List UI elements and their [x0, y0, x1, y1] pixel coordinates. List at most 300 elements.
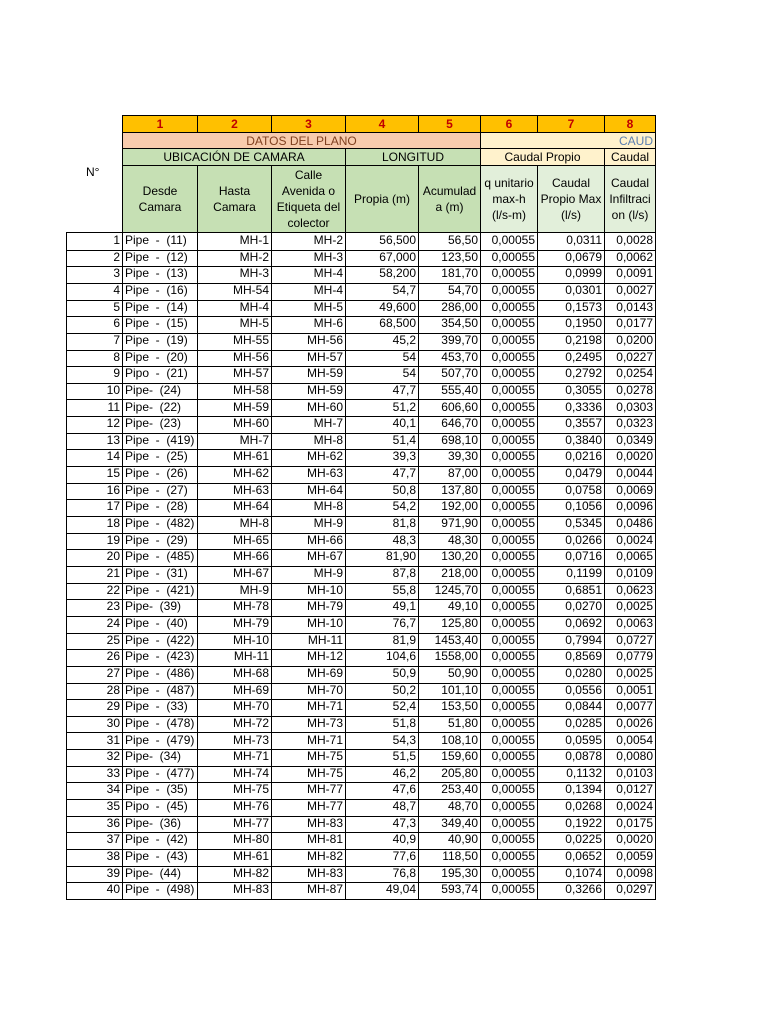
q-unitario-cell: 0,00055 — [480, 366, 538, 384]
propia-cell: 76,8 — [345, 866, 419, 884]
q-unitario-cell: 0,00055 — [480, 549, 538, 567]
table-row — [66, 483, 656, 500]
q-unitario-cell: 0,00055 — [480, 599, 538, 617]
propia-cell: 77,6 — [345, 849, 419, 867]
acumulada-cell: 555,40 — [418, 383, 481, 401]
propia-cell: 46,2 — [345, 766, 419, 784]
q-unitario-cell: 0,00055 — [480, 583, 538, 601]
desde-cell: MH-10 — [197, 633, 272, 651]
row-number-cell: 39 — [66, 866, 123, 884]
acumulada-cell: 349,40 — [418, 816, 481, 834]
caudal-infiltracion-cell: 0,0069 — [604, 483, 656, 501]
row-number-cell: 7 — [66, 333, 123, 351]
hasta-cell: MH-81 — [271, 832, 346, 850]
table-row — [66, 599, 656, 616]
pipe-cell: Pipe - (419) — [122, 433, 198, 451]
q-unitario-cell: 0,00055 — [480, 733, 538, 751]
row-number-cell: 10 — [66, 383, 123, 401]
hasta-cell: MH-77 — [271, 799, 346, 817]
propia-cell: 47,3 — [345, 816, 419, 834]
propia-cell: 49,1 — [345, 599, 419, 617]
propia-cell: 51,4 — [345, 433, 419, 451]
hasta-cell: MH-75 — [271, 766, 346, 784]
table-row — [66, 799, 656, 816]
pipe-cell: Pipo - (45) — [122, 799, 198, 817]
table-row — [66, 433, 656, 450]
q-unitario-cell: 0,00055 — [480, 499, 538, 517]
row-number-cell: 8 — [66, 350, 123, 368]
acumulada-cell: 205,80 — [418, 766, 481, 784]
propia-cell: 40,9 — [345, 832, 419, 850]
acumulada-cell: 101,10 — [418, 683, 481, 701]
caudal-propio-cell: 0,0878 — [537, 749, 605, 767]
propia-cell: 55,8 — [345, 583, 419, 601]
table-row — [66, 533, 656, 550]
q-unitario-cell: 0,00055 — [480, 233, 538, 251]
pipe-cell: Pipe - (486) — [122, 666, 198, 684]
row-number-cell: 34 — [66, 782, 123, 800]
q-unitario-cell: 0,00055 — [480, 466, 538, 484]
acumulada-cell: 971,90 — [418, 516, 481, 534]
desde-cell: MH-5 — [197, 316, 272, 334]
hasta-cell: MH-75 — [271, 749, 346, 767]
caudal-propio-cell: 0,2495 — [537, 350, 605, 368]
propia-cell: 56,500 — [345, 233, 419, 251]
propia-header: Propia (m) — [345, 165, 419, 233]
caudal-propio-cell: 0,0999 — [537, 266, 605, 284]
hasta-camara-header: Hasta Camara — [197, 165, 272, 233]
pipe-cell: Pipe - (487) — [122, 683, 198, 701]
caudal-infiltracion-cell: 0,0026 — [604, 716, 656, 734]
hasta-cell: MH-60 — [271, 400, 346, 418]
acumulada-cell: 698,10 — [418, 433, 481, 451]
propia-cell: 54 — [345, 366, 419, 384]
hasta-cell: MH-12 — [271, 649, 346, 667]
caudal-propio-cell: 0,0758 — [537, 483, 605, 501]
pipe-cell: Pipe - (477) — [122, 766, 198, 784]
q-unitario-cell: 0,00055 — [480, 533, 538, 551]
propia-cell: 50,9 — [345, 666, 419, 684]
table-row — [66, 816, 656, 833]
pipe-cell: Pipe - (29) — [122, 533, 198, 551]
table-row — [66, 366, 656, 383]
hasta-cell: MH-67 — [271, 549, 346, 567]
hasta-cell: MH-82 — [271, 849, 346, 867]
hasta-cell: MH-8 — [271, 433, 346, 451]
caudal-infiltracion-cell: 0,0177 — [604, 316, 656, 334]
pipe-cell: Pipe - (12) — [122, 250, 198, 268]
q-unitario-cell: 0,00055 — [480, 416, 538, 434]
row-number-cell: 31 — [66, 733, 123, 751]
pipe-cell: Pipe- (23) — [122, 416, 198, 434]
desde-cell: MH-54 — [197, 283, 272, 301]
caudal-infiltracion-cell: 0,0727 — [604, 633, 656, 651]
caudal-propio-cell: 0,1074 — [537, 866, 605, 884]
q-unitario-cell: 0,00055 — [480, 316, 538, 334]
q-unitario-cell: 0,00055 — [480, 483, 538, 501]
pipe-cell: Pipe - (19) — [122, 333, 198, 351]
desde-cell: MH-70 — [197, 699, 272, 717]
hasta-cell: MH-70 — [271, 683, 346, 701]
table-row — [66, 583, 656, 600]
hasta-cell: MH-2 — [271, 233, 346, 251]
hasta-cell: MH-83 — [271, 866, 346, 884]
desde-cell: MH-79 — [197, 616, 272, 634]
caudal-infiltracion-cell: 0,0091 — [604, 266, 656, 284]
table-row — [66, 350, 656, 367]
caudal-infiltracion-cell: 0,0098 — [604, 866, 656, 884]
caudal-propio-cell: 0,0285 — [537, 716, 605, 734]
table-row — [66, 400, 656, 417]
pipe-cell: Pipe - (42) — [122, 832, 198, 850]
propia-cell: 81,8 — [345, 516, 419, 534]
q-unitario-cell: 0,00055 — [480, 799, 538, 817]
row-number-cell: 4 — [66, 283, 123, 301]
acumulada-cell: 54,70 — [418, 283, 481, 301]
hasta-cell: MH-11 — [271, 633, 346, 651]
propia-cell: 45,2 — [345, 333, 419, 351]
acumulada-cell: 399,70 — [418, 333, 481, 351]
propia-cell: 54,2 — [345, 499, 419, 517]
acumulada-cell: 130,20 — [418, 549, 481, 567]
caudal-infiltracion-cell: 0,0175 — [604, 816, 656, 834]
desde-cell: MH-64 — [197, 499, 272, 517]
hasta-cell: MH-6 — [271, 316, 346, 334]
desde-cell: MH-61 — [197, 849, 272, 867]
col-number-2: 2 — [197, 115, 272, 133]
row-number-cell: 6 — [66, 316, 123, 334]
hasta-cell: MH-4 — [271, 283, 346, 301]
q-unitario-cell: 0,00055 — [480, 866, 538, 884]
table-row — [66, 233, 656, 250]
hasta-cell: MH-9 — [271, 516, 346, 534]
table-row — [66, 683, 656, 700]
row-number-cell: 2 — [66, 250, 123, 268]
caudal-infiltracion-cell: 0,0200 — [604, 333, 656, 351]
caudal-infiltracion-cell: 0,0059 — [604, 849, 656, 867]
hasta-cell: MH-57 — [271, 350, 346, 368]
caudal-infiltracion-cell: 0,0027 — [604, 283, 656, 301]
q-unitario-cell: 0,00055 — [480, 782, 538, 800]
hasta-cell: MH-66 — [271, 533, 346, 551]
table-row — [66, 466, 656, 483]
desde-cell: MH-71 — [197, 749, 272, 767]
desde-cell: MH-72 — [197, 716, 272, 734]
caudal-propio-cell: 0,2198 — [537, 333, 605, 351]
hasta-cell: MH-71 — [271, 733, 346, 751]
caudal-infiltracion-cell: 0,0065 — [604, 549, 656, 567]
caudal-propio-header: Caudal Propio — [480, 148, 605, 166]
pipe-cell: Pipe - (20) — [122, 350, 198, 368]
table-row — [66, 832, 656, 849]
pipe-cell: Pipe - (31) — [122, 566, 198, 584]
col-number-5: 5 — [418, 115, 481, 133]
row-number-cell: 16 — [66, 483, 123, 501]
propia-cell: 58,200 — [345, 266, 419, 284]
caudal-infiltracion-cell: 0,0278 — [604, 383, 656, 401]
caudal-propio-cell: 0,0556 — [537, 683, 605, 701]
caudal-propio-cell: 0,0692 — [537, 616, 605, 634]
acumulada-cell: 56,50 — [418, 233, 481, 251]
hasta-cell: MH-83 — [271, 816, 346, 834]
caudal-propio-cell: 0,0225 — [537, 832, 605, 850]
pipe-cell: Pipe- (24) — [122, 383, 198, 401]
q-unitario-cell: 0,00055 — [480, 766, 538, 784]
caudal-propio-cell: 0,1132 — [537, 766, 605, 784]
row-number-cell: 14 — [66, 449, 123, 467]
propia-cell: 47,7 — [345, 383, 419, 401]
caudal-infiltracion-cell: 0,0044 — [604, 466, 656, 484]
table-row — [66, 649, 656, 666]
caudal-infiltracion-cell: 0,0024 — [604, 533, 656, 551]
table-row — [66, 300, 656, 317]
q-unitario-cell: 0,00055 — [480, 666, 538, 684]
q-unitario-cell: 0,00055 — [480, 266, 538, 284]
desde-cell: MH-1 — [197, 233, 272, 251]
table-row — [66, 516, 656, 533]
table-row — [66, 449, 656, 466]
caudal-propio-cell: 0,3266 — [537, 882, 605, 900]
acumulada-cell: 51,80 — [418, 716, 481, 734]
acumulada-cell: 286,00 — [418, 300, 481, 318]
acumulada-cell: 137,80 — [418, 483, 481, 501]
propia-cell: 49,600 — [345, 300, 419, 318]
desde-cell: MH-56 — [197, 350, 272, 368]
table-row — [66, 383, 656, 400]
hasta-cell: MH-56 — [271, 333, 346, 351]
pipe-cell: Pipe - (421) — [122, 583, 198, 601]
caudal-infiltracion-cell: 0,0054 — [604, 733, 656, 751]
caudal-infiltracion-cell: 0,0028 — [604, 233, 656, 251]
row-number-cell: 13 — [66, 433, 123, 451]
acumulada-cell: 593,74 — [418, 882, 481, 900]
desde-cell: MH-77 — [197, 816, 272, 834]
propia-cell: 48,3 — [345, 533, 419, 551]
acumulada-cell: 192,00 — [418, 499, 481, 517]
hasta-cell: MH-77 — [271, 782, 346, 800]
table-row — [66, 316, 656, 333]
table-row — [66, 633, 656, 650]
propia-cell: 51,8 — [345, 716, 419, 734]
pipe-cell: Pipe - (27) — [122, 483, 198, 501]
table-row — [66, 766, 656, 783]
pipe-cell: Pipe - (13) — [122, 266, 198, 284]
propia-cell: 39,3 — [345, 449, 419, 467]
desde-cell: MH-68 — [197, 666, 272, 684]
caudal-infiltracion-cell: 0,0486 — [604, 516, 656, 534]
caudal-infiltracion-cell: 0,0051 — [604, 683, 656, 701]
pipe-cell: Pipe - (479) — [122, 733, 198, 751]
hasta-cell: MH-9 — [271, 566, 346, 584]
q-unitario-cell: 0,00055 — [480, 633, 538, 651]
caudal-infiltracion-cell: 0,0020 — [604, 449, 656, 467]
hasta-cell: MH-7 — [271, 416, 346, 434]
acumulada-cell: 40,90 — [418, 832, 481, 850]
propia-cell: 49,04 — [345, 882, 419, 900]
desde-cell: MH-55 — [197, 333, 272, 351]
q-unitario-cell: 0,00055 — [480, 749, 538, 767]
q-unitario-cell: 0,00055 — [480, 250, 538, 268]
table-row — [66, 616, 656, 633]
desde-cell: MH-73 — [197, 733, 272, 751]
col-number-4: 4 — [345, 115, 419, 133]
caudal-propio-cell: 0,0716 — [537, 549, 605, 567]
row-number-cell: 17 — [66, 499, 123, 517]
acumulada-cell: 50,90 — [418, 666, 481, 684]
row-number-cell: 38 — [66, 849, 123, 867]
longitud-header: LONGITUD — [345, 148, 481, 166]
desde-cell: MH-62 — [197, 466, 272, 484]
caudal-propio-cell: 0,0479 — [537, 466, 605, 484]
caudal-infiltracion-cell: 0,0143 — [604, 300, 656, 318]
caudal-propio-cell: 0,3055 — [537, 383, 605, 401]
pipe-cell: Pipe - (25) — [122, 449, 198, 467]
hasta-cell: MH-10 — [271, 616, 346, 634]
acumulada-cell: 195,30 — [418, 866, 481, 884]
q-unitario-cell: 0,00055 — [480, 716, 538, 734]
table-row — [66, 549, 656, 566]
q-unitario-cell: 0,00055 — [480, 566, 538, 584]
row-number-cell: 24 — [66, 616, 123, 634]
propia-cell: 76,7 — [345, 616, 419, 634]
desde-cell: MH-65 — [197, 533, 272, 551]
hasta-cell: MH-3 — [271, 250, 346, 268]
hasta-cell: MH-62 — [271, 449, 346, 467]
row-number-cell: 30 — [66, 716, 123, 734]
row-number-cell: 15 — [66, 466, 123, 484]
row-number-cell: 35 — [66, 799, 123, 817]
propia-cell: 48,7 — [345, 799, 419, 817]
caudal-infiltracion-header: Caudal Infiltraci on (l/s) — [604, 165, 656, 233]
table-row — [66, 333, 656, 350]
acumulada-cell: 49,10 — [418, 599, 481, 617]
caudal-propio-cell: 0,0311 — [537, 233, 605, 251]
desde-cell: MH-67 — [197, 566, 272, 584]
caudal-infiltracion-cell: 0,0349 — [604, 433, 656, 451]
desde-cell: MH-2 — [197, 250, 272, 268]
pipe-cell: Pipe - (485) — [122, 549, 198, 567]
acumulada-cell: 253,40 — [418, 782, 481, 800]
row-number-cell: 18 — [66, 516, 123, 534]
caudal-header-2: Caudal — [604, 148, 656, 166]
acumulada-cell: 646,70 — [418, 416, 481, 434]
caudal-infiltracion-cell: 0,0779 — [604, 649, 656, 667]
row-number-cell: 1 — [66, 233, 123, 251]
desde-cell: MH-66 — [197, 549, 272, 567]
pipe-cell: Pipe- (36) — [122, 816, 198, 834]
acumulada-cell: 181,70 — [418, 266, 481, 284]
row-number-cell: 36 — [66, 816, 123, 834]
propia-cell: 104,6 — [345, 649, 419, 667]
table-row — [66, 866, 656, 883]
caudal-infiltracion-cell: 0,0080 — [604, 749, 656, 767]
caudal-header: CAUD — [480, 132, 656, 149]
col-number-7: 7 — [537, 115, 605, 133]
desde-cell: MH-4 — [197, 300, 272, 318]
pipe-cell: Pipe - (482) — [122, 516, 198, 534]
propia-cell: 50,2 — [345, 683, 419, 701]
acumulada-cell: 1453,40 — [418, 633, 481, 651]
q-unitario-cell: 0,00055 — [480, 300, 538, 318]
caudal-propio-cell: 0,1199 — [537, 566, 605, 584]
caudal-propio-cell: 0,7994 — [537, 633, 605, 651]
caudal-propio-cell: 0,0679 — [537, 250, 605, 268]
hasta-cell: MH-79 — [271, 599, 346, 617]
propia-cell: 54 — [345, 350, 419, 368]
caudal-propio-cell: 0,1922 — [537, 816, 605, 834]
desde-cell: MH-58 — [197, 383, 272, 401]
desde-cell: MH-69 — [197, 683, 272, 701]
q-unitario-cell: 0,00055 — [480, 449, 538, 467]
propia-cell: 47,7 — [345, 466, 419, 484]
caudal-infiltracion-cell: 0,0127 — [604, 782, 656, 800]
propia-cell: 51,2 — [345, 400, 419, 418]
propia-cell: 54,3 — [345, 733, 419, 751]
caudal-infiltracion-cell: 0,0227 — [604, 350, 656, 368]
caudal-propio-cell: 0,0216 — [537, 449, 605, 467]
caudal-infiltracion-cell: 0,0063 — [604, 616, 656, 634]
pipe-cell: Pipe- (39) — [122, 599, 198, 617]
desde-cell: MH-82 — [197, 866, 272, 884]
row-number-cell: 33 — [66, 766, 123, 784]
hasta-cell: MH-8 — [271, 499, 346, 517]
hasta-cell: MH-63 — [271, 466, 346, 484]
propia-cell: 50,8 — [345, 483, 419, 501]
pipe-cell: Pipe - (33) — [122, 699, 198, 717]
caudal-infiltracion-cell: 0,0297 — [604, 882, 656, 900]
row-number-cell: 19 — [66, 533, 123, 551]
data-table — [66, 232, 656, 899]
desde-cell: MH-76 — [197, 799, 272, 817]
caudal-infiltracion-cell: 0,0025 — [604, 666, 656, 684]
row-number-cell: 27 — [66, 666, 123, 684]
q-unitario-cell: 0,00055 — [480, 433, 538, 451]
pipe-cell: Pipe- (34) — [122, 749, 198, 767]
hasta-cell: MH-73 — [271, 716, 346, 734]
desde-cell: MH-8 — [197, 516, 272, 534]
calle-header: Calle Avenida o Etiqueta del colector — [271, 165, 346, 233]
table-row — [66, 882, 656, 899]
col-number-8: 8 — [604, 115, 656, 133]
pipe-cell: Pipe - (478) — [122, 716, 198, 734]
acumulada-header: Acumulad a (m) — [418, 165, 481, 233]
caudal-infiltracion-cell: 0,0020 — [604, 832, 656, 850]
pipe-cell: Pipe- (22) — [122, 400, 198, 418]
propia-cell: 81,9 — [345, 633, 419, 651]
pipe-cell: Pipe - (28) — [122, 499, 198, 517]
row-number-cell: 20 — [66, 549, 123, 567]
caudal-propio-cell: 0,0270 — [537, 599, 605, 617]
table-row — [66, 733, 656, 750]
caudal-infiltracion-cell: 0,0623 — [604, 583, 656, 601]
q-unitario-cell: 0,00055 — [480, 882, 538, 900]
hasta-cell: MH-5 — [271, 300, 346, 318]
q-unitario-cell: 0,00055 — [480, 649, 538, 667]
hasta-cell: MH-59 — [271, 383, 346, 401]
desde-cell: MH-7 — [197, 433, 272, 451]
pipe-cell: Pipe - (422) — [122, 633, 198, 651]
acumulada-cell: 123,50 — [418, 250, 481, 268]
datos-del-plano-header: DATOS DEL PLANO — [122, 132, 481, 149]
caudal-propio-cell: 0,2792 — [537, 366, 605, 384]
col-number-6: 6 — [480, 115, 538, 133]
table-row — [66, 716, 656, 733]
pipe-cell: Pipo - (21) — [122, 366, 198, 384]
desde-camara-header: Desde Camara — [122, 165, 198, 233]
caudal-propio-cell: 0,0301 — [537, 283, 605, 301]
table-row — [66, 849, 656, 866]
q-unitario-cell: 0,00055 — [480, 616, 538, 634]
